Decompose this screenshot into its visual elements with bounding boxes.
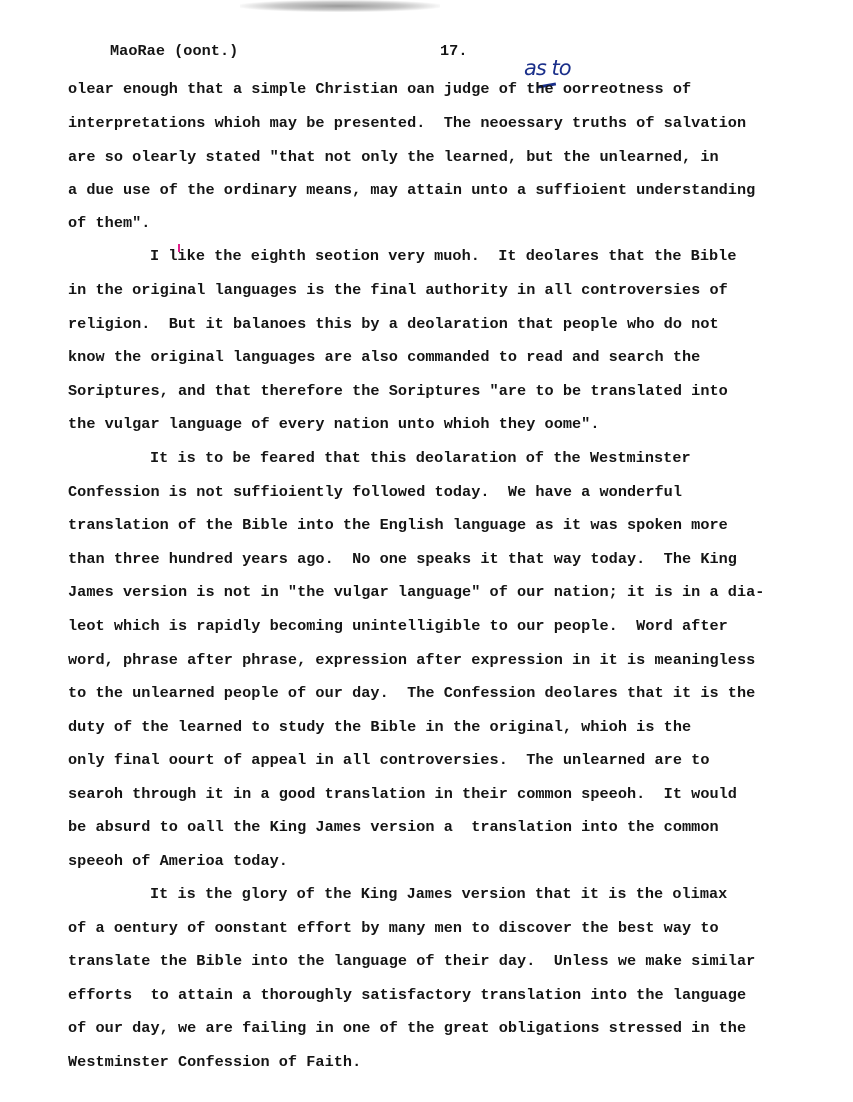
body-line: searoh through it in a good translation in their common speeoh. It would [68, 785, 737, 803]
paragraph-start: I like the eighth seotion very muoh. It deolares that the Bible [150, 247, 737, 265]
body-line: word, phrase after phrase, expression after expression in it is meaningless [68, 651, 756, 669]
handwritten-insertion: as to [524, 56, 571, 80]
body-line: are so olearly stated "that not only the learned, but the unlearned, in [68, 148, 719, 166]
body-line: be absurd to oall the King James version a translation into the common [68, 818, 719, 836]
body-line: interpretations whioh may be presented. The neoessary truths of salvation [68, 114, 747, 132]
body-line: leot which is rapidly becoming unintelligible to our people. Word after [68, 617, 728, 635]
running-header: MaoRae (oont.) [110, 42, 239, 60]
body-line: in the original languages is the final authority in all controversies of [68, 281, 728, 299]
body-line: than three hundred years ago. No one speaks it that way today. The King [68, 550, 737, 568]
body-line: Westminster Confession of Faith. [68, 1053, 362, 1071]
body-line: of a oentury of oonstant effort by many men to discover the best way to [68, 919, 719, 937]
body-line: of them". [68, 214, 151, 232]
paragraph-start: It is the glory of the King James version that it is the olimax [150, 885, 728, 903]
body-line: speeoh of Amerioa today. [68, 852, 288, 870]
body-line: James version is not in "the vulgar language" of our nation; it is in a dia- [68, 583, 765, 601]
body-line: know the original languages are also commanded to read and search the [68, 348, 701, 366]
body-line: translate the Bible into the language of their day. Unless we make similar [68, 952, 756, 970]
body-line: to the unlearned people of our day. The Confession deolares that it is the [68, 684, 756, 702]
body-line: duty of the learned to study the Bible in the original, whioh is the [68, 718, 692, 736]
body-line: olear enough that a simple Christian oan judge of the oorreotness of [68, 80, 692, 98]
page-number: 17. [440, 42, 468, 60]
body-line: the vulgar language of every nation unto whioh they oome". [68, 415, 600, 433]
paragraph-start: It is to be feared that this deolaration of the Westminster [150, 449, 691, 467]
body-line: only final oourt of appeal in all controversies. The unlearned are to [68, 751, 710, 769]
body-line: Confession is not suffioiently followed today. We have a wonderful [68, 483, 682, 501]
body-line: translation of the Bible into the English language as it was spoken more [68, 516, 728, 534]
body-line: Soriptures, and that therefore the Soriptures "are to be translated into [68, 382, 728, 400]
body-line: efforts to attain a thoroughly satisfactory translation into the language [68, 986, 747, 1004]
body-line: religion. But it balanoes this by a deolaration that people who do not [68, 315, 719, 333]
scan-smudge [240, 0, 440, 12]
body-line: a due use of the ordinary means, may attain unto a suffioient understanding [68, 181, 756, 199]
body-line: of our day, we are failing in one of the great obligations stressed in the [68, 1019, 747, 1037]
